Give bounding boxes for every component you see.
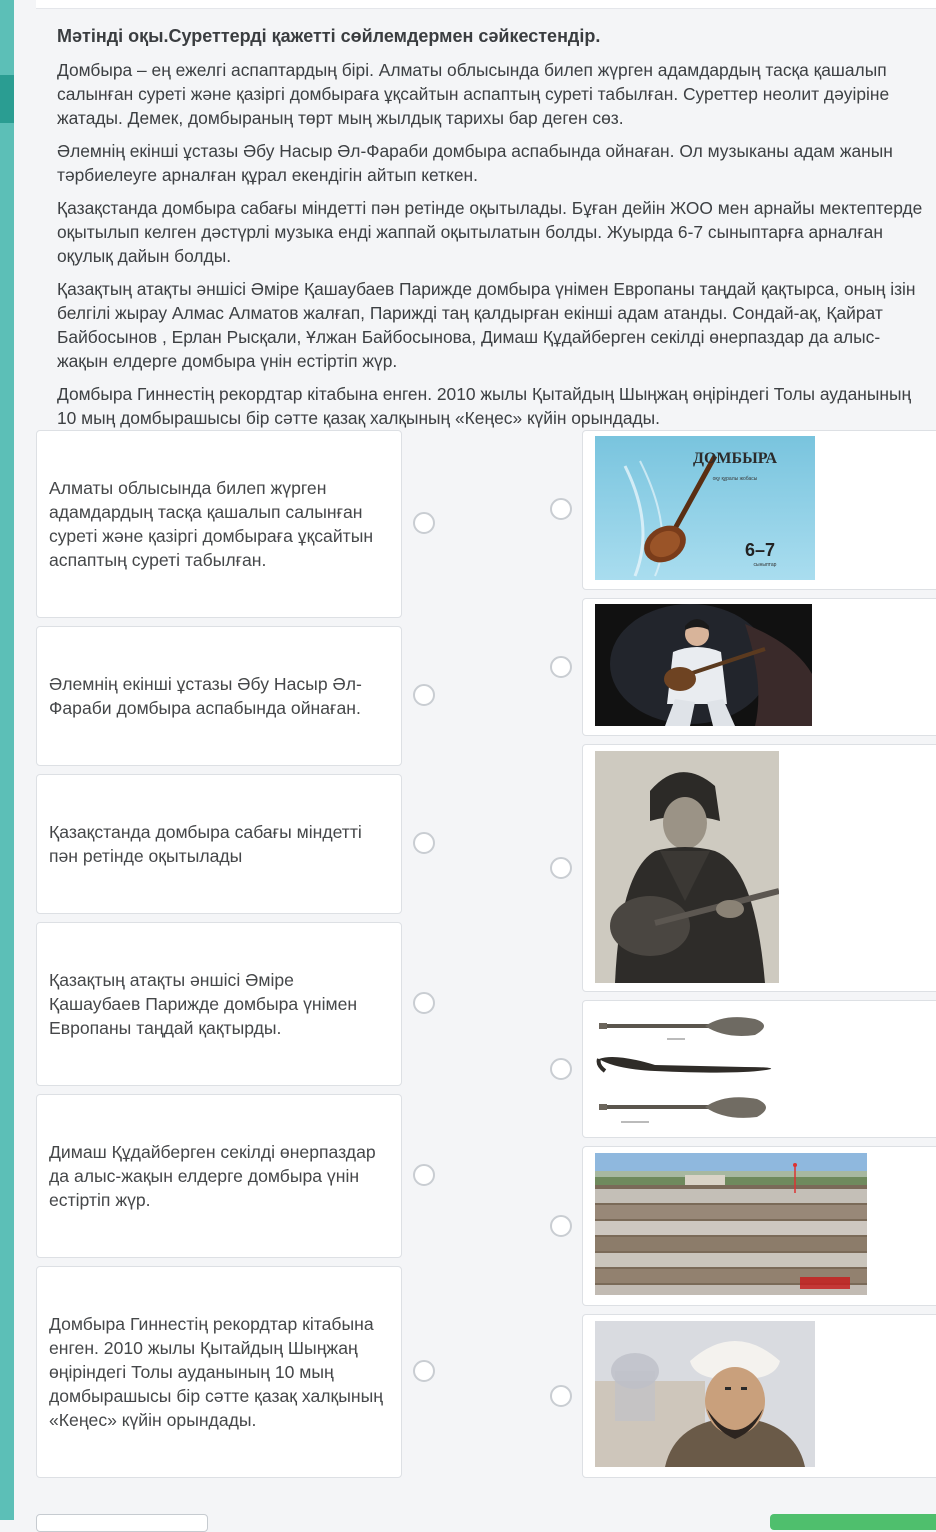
scholar-portrait-painting <box>595 1321 815 1467</box>
back-button[interactable] <box>36 1514 208 1532</box>
image-connector-3[interactable] <box>550 857 572 879</box>
statement-card-4[interactable] <box>36 922 402 1086</box>
statement-text: Димаш Құдайберген секілді өнерпаздар да алыс-жақын елдерге домбыра үнін естіртіп жүр. <box>49 1142 376 1210</box>
statement-card-2[interactable] <box>36 626 402 766</box>
statement-connector-1[interactable] <box>413 512 435 534</box>
statement-text: Алматы облысында билеп жүрген адамдардың тасқа қашалып салынған суреті және қазіргі домбыраға ұқсайтын аспаптың суреті табылған. <box>49 478 374 570</box>
top-panel-edge <box>36 0 936 9</box>
statement-connector-5[interactable] <box>413 1164 435 1186</box>
image-card-6[interactable] <box>582 1314 936 1478</box>
ancient-instruments-image <box>595 1005 780 1133</box>
al-farabi-portrait-image <box>595 1321 815 1467</box>
task-paragraph: Домбыра Гиннестің рекордтар кітабына енген. 2010 жылы Қытайдың Шыңжаң өңіріндегі Толы ауданының 10 мың домбырашысы бір сәтте қазақ халқының «Кеңес» күйін орындады. <box>57 384 912 428</box>
sidebar-active-tab[interactable] <box>0 75 14 123</box>
image-card-4[interactable] <box>582 1000 936 1138</box>
image-connector-4[interactable] <box>550 1058 572 1080</box>
image-connector-5[interactable] <box>550 1215 572 1237</box>
dimash-performer-image <box>595 604 812 726</box>
task-title: Мәтінді оқы.Суреттерді қажетті сөйлемдермен сәйкестендір. <box>57 26 601 46</box>
image-card-5[interactable] <box>582 1146 936 1306</box>
statement-text: Қазақтың атақты әншісі Әміре Қашаубаев Парижде домбыра үнімен Европаны таңдай қақтырды. <box>49 970 358 1038</box>
book-subtitle-text: оқу құралы жобасы <box>712 476 758 482</box>
ancient-lutes-photo <box>595 1005 780 1133</box>
task-paragraph: Әлемнің екінші ұстазы Әбу Насыр Әл-Фараби домбыра аспабында ойнаған. Ол музыканы адам жанын тәрбиелеуге арналған құрал екендігін айтып кеткен. <box>57 141 893 185</box>
task-text <box>57 24 929 439</box>
statement-card-5[interactable] <box>36 1094 402 1258</box>
statement-text: Қазақстанда домбыра сабағы міндетті пән ретінде оқытылады <box>49 822 362 866</box>
task-paragraph: Домбыра – ең ежелгі аспаптардың бірі. Алматы облысында билеп жүрген адамдардың тасқа қашалып салынған суреті және қазіргі домбыраға ұқсайтын аспаптың суреті табылған. Суреттер неолит дәуіріне жатады. Демек, домбыраның төрт мың жылдық тарихы бар деген сөз. <box>57 60 890 128</box>
statement-connector-4[interactable] <box>413 992 435 1014</box>
statement-text: Домбыра Гиннестің рекордтар кітабына енген. 2010 жылы Қытайдың Шыңжаң өңіріндегі Толы ауданының 10 мың домбырашысы бір сәтте қазақ халқының «Кеңес» күйін орындады. <box>49 1314 383 1430</box>
image-card-2[interactable] <box>582 598 936 736</box>
performer-photo <box>595 604 812 726</box>
historic-portrait-photo <box>595 751 779 983</box>
task-paragraph: Қазақстанда домбыра сабағы міндетті пән ретінде оқытылады. Бұған дейін ЖОО мен арнайы мектептерде оқытылып келген дәстүрлі музыка енді жаппай оқытылатын болды. Жуырда 6-7 сыныптарға арналған оқулық дайын болды. <box>57 198 923 266</box>
book-grade-text: 6–7 <box>744 540 776 560</box>
dombra-book-picture <box>595 436 815 580</box>
image-connector-2[interactable] <box>550 656 572 678</box>
book-grade-caption: сыныптар <box>753 562 777 568</box>
statement-text: Әлемнің екінші ұстазы Әбу Насыр Әл-Фараби домбыра аспабында ойнаған. <box>49 674 362 718</box>
image-card-3[interactable] <box>582 744 936 992</box>
mass-performance-image <box>595 1153 867 1295</box>
statement-connector-3[interactable] <box>413 832 435 854</box>
next-button[interactable] <box>770 1514 936 1530</box>
statement-connector-6[interactable] <box>413 1360 435 1382</box>
book-title-text: ДОМБЫРА <box>692 450 778 467</box>
task-paragraph: Қазақтың атақты әншісі Әміре Қашаубаев Парижде домбыра үнімен Европаны таңдай қақтырса, оның ізін белгілі жырау Алмас Алматов жалғап, Парижді таң қалдырған екінші адам атанды. Сондай-ақ, Қайрат Байбосынов , Ерлан Рысқали, Ұлжан Байбосынова, Димаш Құдайберген секілді өнерпаздар да алыс-жақын елдерге домбыра үнін естіртіп жүр. <box>57 279 916 371</box>
statement-card-1[interactable] <box>36 430 402 618</box>
left-sidebar-rail <box>0 0 14 1520</box>
textbook-cover-image <box>595 436 815 580</box>
statement-connector-2[interactable] <box>413 684 435 706</box>
image-connector-6[interactable] <box>550 1385 572 1407</box>
image-connector-1[interactable] <box>550 498 572 520</box>
image-card-1[interactable] <box>582 430 936 590</box>
statement-card-3[interactable] <box>36 774 402 914</box>
statement-card-6[interactable] <box>36 1266 402 1478</box>
stadium-crowd-photo <box>595 1153 867 1295</box>
amire-portrait-image <box>595 751 779 983</box>
